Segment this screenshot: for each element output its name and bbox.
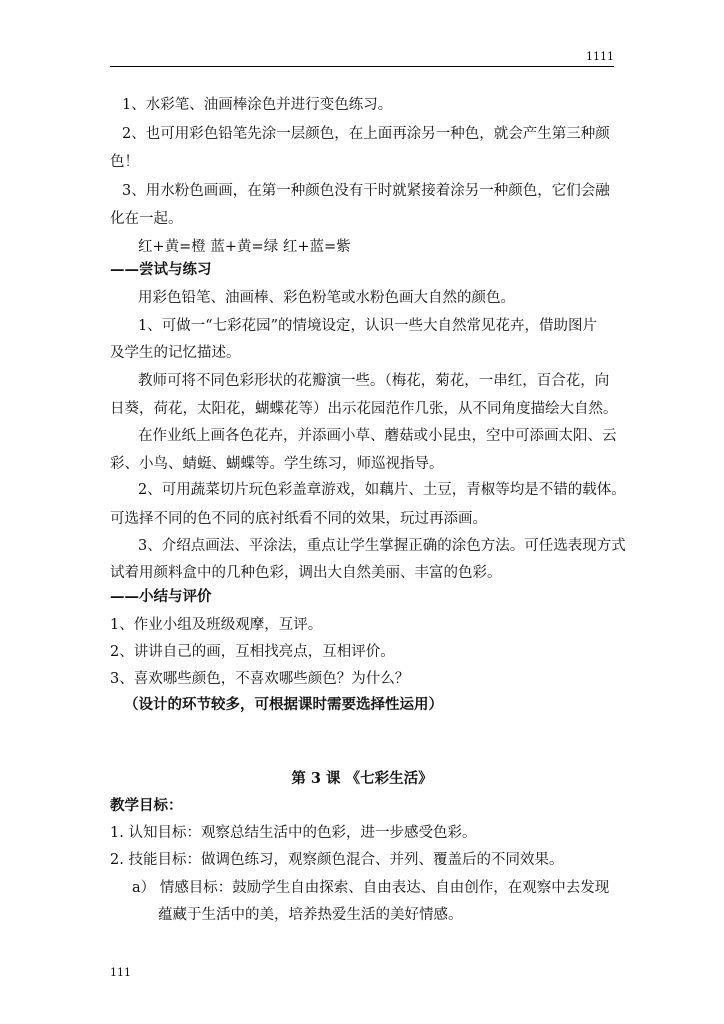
text-line: 蕴藏于生活中的美，培养热爱生活的美好情感。 <box>158 907 463 923</box>
header-page-number: 1111 <box>586 50 614 63</box>
text-line: 彩、小鸟、蜻蜓、蝴蝶等。学生练习，师巡视指导。 <box>110 456 444 472</box>
footer-page-number: 111 <box>110 966 131 979</box>
text-line: 试着用颜料盒中的几种色彩，调出大自然美丽、丰富的色彩。 <box>110 565 502 581</box>
color-formula: 红+黄=橙 蓝+黄=绿 红+蓝=紫 <box>138 239 351 255</box>
text-line: 3、用水粉色画画，在第一种颜色没有干时就紧接着涂另一种颜色，它们会融 <box>122 183 610 199</box>
lesson-title: 第 3 课 《七彩生活》 <box>291 770 433 787</box>
text-line: 用彩色铅笔、油画棒、彩色粉笔或水粉色画大自然的颜色。 <box>138 290 515 306</box>
text-line: 2、讲讲自己的画，互相找亮点，互相评价。 <box>110 644 395 660</box>
section-heading: ——小结与评价 <box>110 588 212 605</box>
text-line: 1、水彩笔、油画棒涂色并进行变色练习。 <box>122 97 393 113</box>
design-note: （设计的环节较多，可根据课时需要选择性运用） <box>124 696 443 713</box>
text-line: 可选择不同的色不同的底衬纸看不同的效果，玩过再添画。 <box>110 511 487 527</box>
text-line: 色！ <box>110 154 139 170</box>
objective-item: a） 情感目标：鼓励学生自由探索、自由表达、自由创作，在观察中去发现 <box>132 880 610 896</box>
text-line: 2、也可用彩色铅笔先涂一层颜色，在上面再涂另一种色，就会产生第三种颜 <box>122 126 610 142</box>
text-line: 1、可做一“七彩花园”的情境设定，认识一些大自然常见花卉，借助图片 <box>138 318 598 334</box>
objective-item: 1. 认知目标：观察总结生活中的色彩，进一步感受色彩。 <box>110 825 477 841</box>
header-rule <box>110 66 614 67</box>
objective-item: 2. 技能目标：做调色练习，观察颜色混合、并列、覆盖后的不同效果。 <box>110 852 564 868</box>
text-line: 3、喜欢哪些颜色，不喜欢哪些颜色？为什么？ <box>110 671 410 687</box>
text-line: 在作业纸上画各色花卉，并添画小草、蘑菇或小昆虫，空中可添画太阳、云 <box>138 428 617 444</box>
text-line: 日葵，荷花，太阳花，蝴蝶花等）出示花园范作几张，从不同角度描绘大自然。 <box>110 401 618 417</box>
text-line: 2、可用蔬菜切片玩色彩盖章游戏，如藕片、土豆，青椒等均是不错的载体。 <box>138 482 626 498</box>
objectives-heading: 教学目标： <box>110 797 183 814</box>
text-line: 3、介绍点画法、平涂法，重点让学生掌握正确的涂色方法。可任选表现方式 <box>138 538 626 554</box>
section-heading: ——尝试与练习 <box>110 261 212 278</box>
text-line: 教师可将不同色彩形状的花瓣演一些。（梅花，菊花，一串红，百合花，向 <box>138 373 610 389</box>
text-line: 化在一起。 <box>110 211 183 227</box>
text-line: 及学生的记忆描述。 <box>110 345 241 361</box>
text-line: 1、作业小组及班级观摩，互评。 <box>110 617 323 633</box>
